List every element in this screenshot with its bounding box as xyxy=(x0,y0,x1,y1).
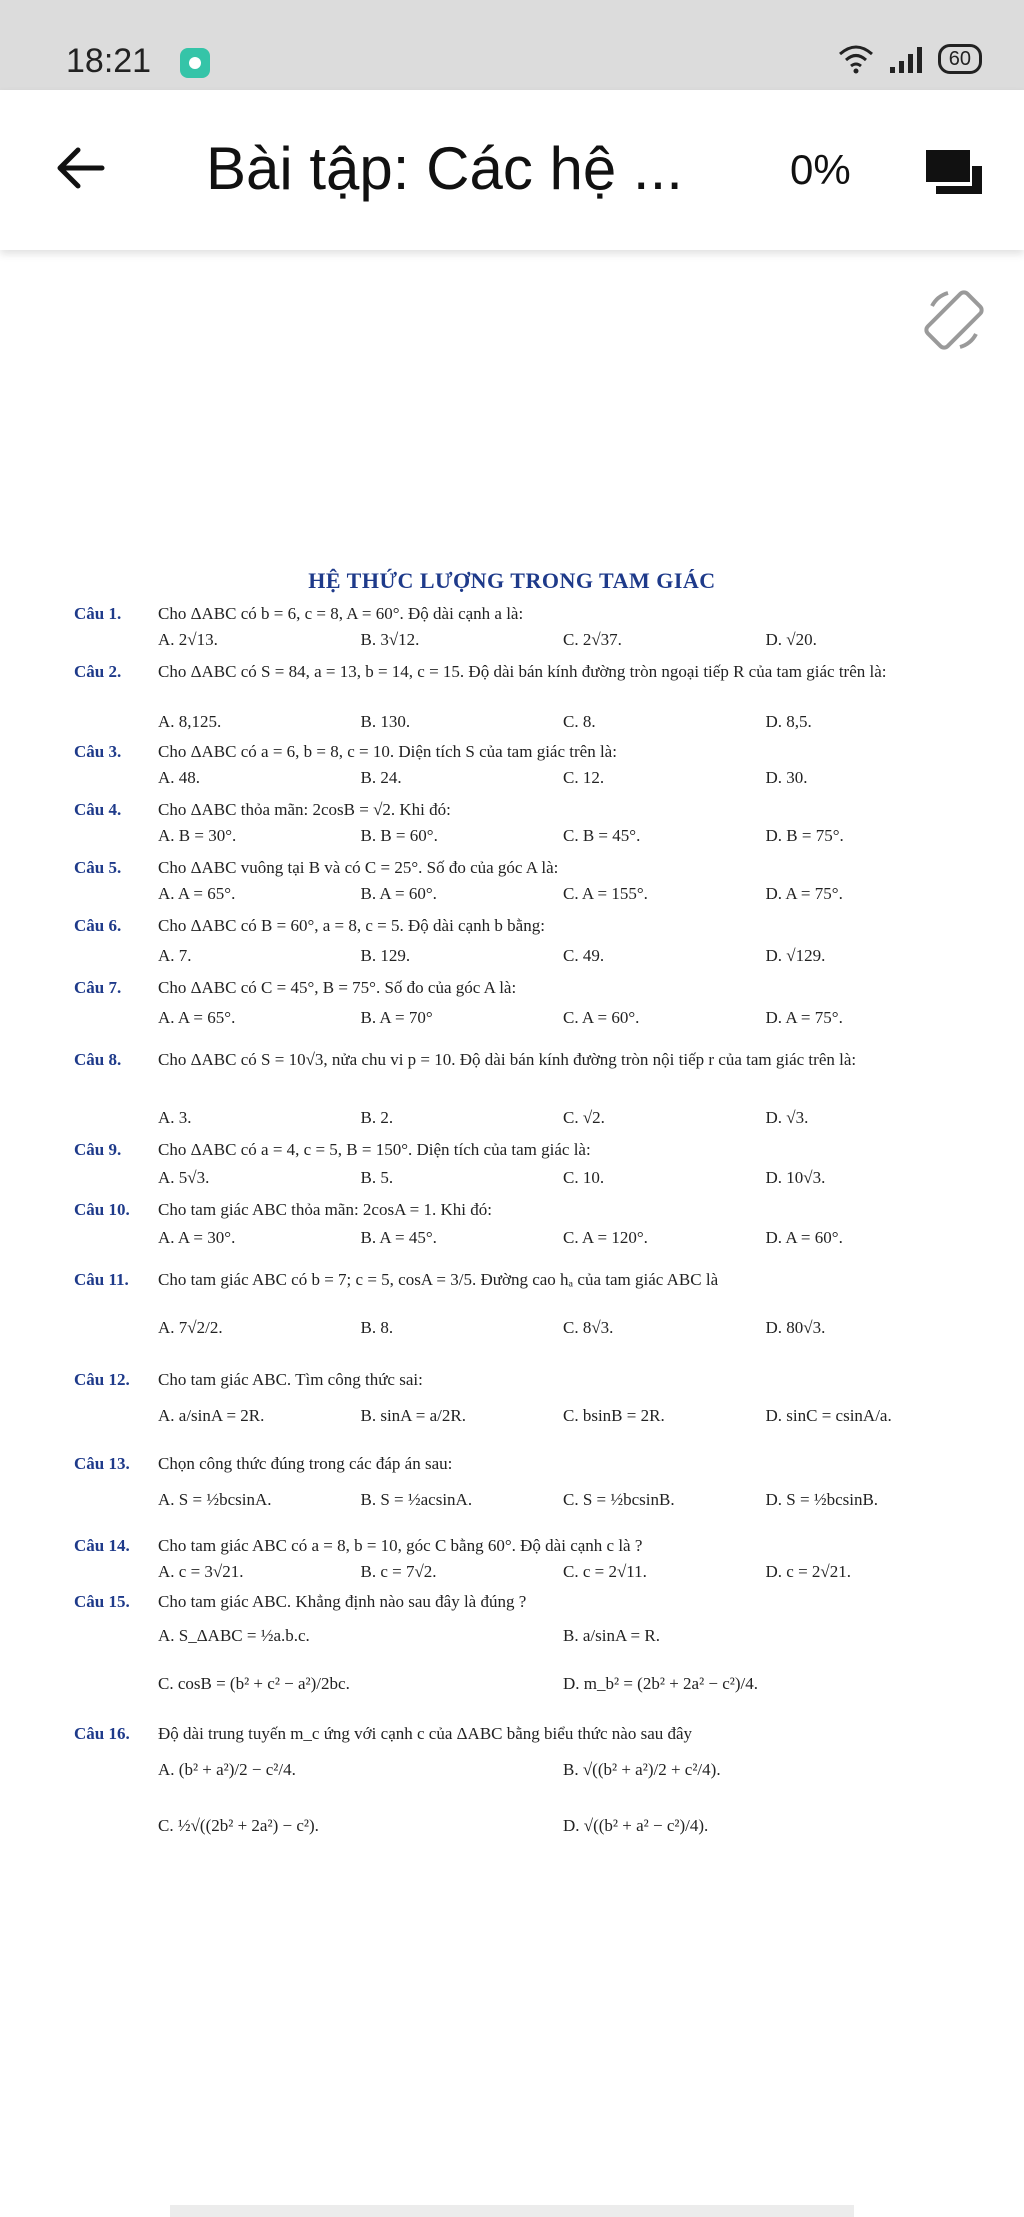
answer-option[interactable]: C. √2. xyxy=(563,1108,605,1127)
answer-option[interactable]: C. B = 45°. xyxy=(563,826,641,845)
question-text: Cho tam giác ABC. Khẳng định nào sau đây là đúng ? xyxy=(158,1592,527,1611)
answer-option[interactable]: D. S = ½bcsinB. xyxy=(765,1490,879,1509)
answer-option[interactable]: D. 10√3. xyxy=(765,1168,826,1187)
signal-icon xyxy=(888,45,924,73)
answer-options xyxy=(158,628,968,654)
answer-option[interactable]: A. A = 65°. xyxy=(158,884,236,903)
question-text: Cho ΔABC có B = 60°, a = 8, c = 5. Độ dài cạnh b bằng: xyxy=(158,916,545,935)
answer-option[interactable]: D. c = 2√21. xyxy=(765,1562,851,1581)
question-text: Cho tam giác ABC. Tìm công thức sai: xyxy=(158,1370,423,1389)
answer-option[interactable]: C. 2√37. xyxy=(563,630,622,649)
answer-option[interactable]: A. A = 65°. xyxy=(158,1008,236,1027)
question-number: Câu 4. xyxy=(74,800,122,819)
answer-option[interactable]: A. 2√13. xyxy=(158,630,218,649)
answer-options xyxy=(158,1560,968,1586)
answer-option[interactable]: B. B = 60°. xyxy=(360,826,438,845)
battery-indicator: 60 xyxy=(938,44,982,74)
question-text: Cho ΔABC có C = 45°, B = 75°. Số đo của góc A là: xyxy=(158,978,517,997)
answer-option[interactable]: A. (b² + a²)/2 − c²/4. xyxy=(158,1760,296,1779)
answer-option[interactable]: A. 7√2/2. xyxy=(158,1318,223,1337)
question-text: Độ dài trung tuyến m_c ứng với cạnh c của ΔABC bằng biểu thức nào sau đây xyxy=(158,1724,693,1743)
question-number: Câu 1. xyxy=(74,604,122,623)
status-time: 18:21 xyxy=(66,42,152,80)
answer-option[interactable]: B. c = 7√2. xyxy=(360,1562,437,1581)
answer-options xyxy=(158,710,968,736)
question-number: Câu 8. xyxy=(74,1050,122,1069)
answer-option[interactable]: B. √((b² + a²)/2 + c²/4). xyxy=(563,1760,721,1779)
answer-options xyxy=(158,1106,968,1132)
question-text: Cho tam giác ABC thỏa mãn: 2cosA = 1. Khi đó: xyxy=(158,1200,492,1219)
question-number: Câu 14. xyxy=(74,1536,130,1555)
answer-option[interactable]: B. 129. xyxy=(360,946,411,965)
question-text: Cho tam giác ABC có a = 8, b = 10, góc C bằng 60°. Độ dài cạnh c là ? xyxy=(158,1536,643,1555)
question-number: Câu 3. xyxy=(74,742,122,761)
question-text: Cho ΔABC có S = 84, a = 13, b = 14, c = 15. Độ dài bán kính đường tròn ngoại tiếp R của tam giác trên là: xyxy=(158,662,887,681)
rotate-screen-icon[interactable] xyxy=(918,284,990,356)
answer-option[interactable]: A. 5√3. xyxy=(158,1168,210,1187)
answer-option[interactable]: A. 3. xyxy=(158,1108,192,1127)
answer-option[interactable]: C. S = ½bcsinB. xyxy=(563,1490,675,1509)
answer-option[interactable]: B. 5. xyxy=(360,1168,394,1187)
answer-option[interactable]: B. S = ½acsinA. xyxy=(360,1490,473,1509)
answer-options xyxy=(158,1316,968,1342)
question-text: Chọn công thức đúng trong các đáp án sau: xyxy=(158,1454,453,1473)
answer-option[interactable]: D. A = 60°. xyxy=(765,1228,843,1247)
answer-options xyxy=(158,1404,968,1430)
answer-option[interactable]: C. ½√((2b² + 2a²) − c²). xyxy=(158,1816,319,1835)
question-number: Câu 13. xyxy=(74,1454,130,1473)
question-number: Câu 5. xyxy=(74,858,122,877)
answer-option[interactable]: B. 130. xyxy=(360,712,411,731)
answer-option[interactable]: C. A = 155°. xyxy=(563,884,648,903)
answer-options xyxy=(158,1488,968,1514)
answer-options xyxy=(158,1166,968,1192)
answer-option[interactable]: B. sinA = a/2R. xyxy=(360,1406,466,1425)
answer-option[interactable]: C. 8. xyxy=(563,712,596,731)
answer-options xyxy=(158,1758,968,1840)
answer-options xyxy=(158,1226,968,1252)
answer-option[interactable]: D. √20. xyxy=(765,630,817,649)
question-text: Cho ΔABC có a = 4, c = 5, B = 150°. Diện tích của tam giác là: xyxy=(158,1140,591,1159)
answer-option[interactable]: D. B = 75°. xyxy=(765,826,844,845)
answer-option[interactable]: C. bsinB = 2R. xyxy=(563,1406,665,1425)
question-number: Câu 7. xyxy=(74,978,122,997)
app-header xyxy=(0,90,1024,250)
question-text: Cho ΔABC vuông tại B và có C = 25°. Số đo của góc A là: xyxy=(158,858,559,877)
question-number: Câu 6. xyxy=(74,916,122,935)
answer-option[interactable]: B. 3√12. xyxy=(360,630,420,649)
answer-options xyxy=(158,882,968,908)
question-number: Câu 16. xyxy=(74,1724,130,1743)
page-scroll-indicator xyxy=(170,2205,854,2217)
question-number: Câu 2. xyxy=(74,662,122,681)
answer-option[interactable]: C. A = 60°. xyxy=(563,1008,640,1027)
answer-option[interactable]: A. B = 30°. xyxy=(158,826,237,845)
question-number: Câu 10. xyxy=(74,1200,130,1219)
answer-options xyxy=(158,1624,968,1698)
question-text: Cho ΔABC thỏa mãn: 2cosB = √2. Khi đó: xyxy=(158,800,451,819)
answer-option[interactable]: D. 8,5. xyxy=(765,712,812,731)
answer-option[interactable]: D. m_b² = (2b² + 2a² − c²)/4. xyxy=(563,1674,759,1693)
answer-options xyxy=(158,824,968,850)
answer-option[interactable]: C. cosB = (b² + c² − a²)/2bc. xyxy=(158,1674,350,1693)
answer-option[interactable]: D. A = 75°. xyxy=(765,884,843,903)
answer-option[interactable]: A. 48. xyxy=(158,768,201,787)
answer-option[interactable]: D. √((b² + a² − c²)/4). xyxy=(563,1816,709,1835)
answer-options xyxy=(158,1006,968,1032)
answer-option[interactable]: D. 30. xyxy=(765,768,808,787)
answer-option[interactable]: A. c = 3√21. xyxy=(158,1562,244,1581)
status-icons xyxy=(838,44,982,74)
document-title: HỆ THỨC LƯỢNG TRONG TAM GIÁC xyxy=(308,568,716,593)
question-number: Câu 11. xyxy=(74,1270,129,1289)
answer-option[interactable]: C. A = 120°. xyxy=(563,1228,648,1247)
app-notification-icon xyxy=(180,48,210,78)
answer-option[interactable]: C. 49. xyxy=(563,946,605,965)
answer-option[interactable]: C. 10. xyxy=(563,1168,605,1187)
answer-option[interactable]: B. 24. xyxy=(360,768,402,787)
answer-option[interactable]: C. 8√3. xyxy=(563,1318,614,1337)
question-number: Câu 9. xyxy=(74,1140,122,1159)
question-text: Cho ΔABC có b = 6, c = 8, A = 60°. Độ dài cạnh a là: xyxy=(158,604,524,623)
answer-option[interactable]: D. A = 75°. xyxy=(765,1008,843,1027)
status-bar xyxy=(0,0,1024,90)
answer-option[interactable]: B. A = 45°. xyxy=(360,1228,437,1247)
progress-percent: 0% xyxy=(790,146,851,193)
answer-options xyxy=(158,944,968,970)
answer-option[interactable]: A. S_ΔABC = ½a.b.c. xyxy=(158,1626,310,1645)
answer-option[interactable]: B. A = 70° xyxy=(360,1008,433,1027)
answer-option[interactable]: D. sinC = csinA/a. xyxy=(765,1406,892,1425)
question-text: Cho ΔABC có S = 10√3, nửa chu vi p = 10. Độ dài bán kính đường tròn nội tiếp r của tam giác trên là: xyxy=(158,1050,857,1069)
answer-option[interactable]: A. 7. xyxy=(158,946,192,965)
answer-option[interactable]: C. c = 2√11. xyxy=(563,1562,647,1581)
answer-option[interactable]: D. √3. xyxy=(765,1108,809,1127)
answer-option[interactable]: B. 2. xyxy=(360,1108,394,1127)
answer-option[interactable]: D. √129. xyxy=(765,946,826,965)
question-text: Cho ΔABC có a = 6, b = 8, c = 10. Diện tích S của tam giác trên là: xyxy=(158,742,617,761)
question-number: Câu 15. xyxy=(74,1592,130,1611)
wifi-icon xyxy=(838,44,874,74)
answer-option[interactable]: B. 8. xyxy=(360,1318,394,1337)
question-number: Câu 12. xyxy=(74,1370,130,1389)
answer-option[interactable]: B. a/sinA = R. xyxy=(563,1626,660,1645)
answer-option[interactable]: C. 12. xyxy=(563,768,605,787)
answer-option[interactable]: A. S = ½bcsinA. xyxy=(158,1490,272,1509)
answer-option[interactable]: A. A = 30°. xyxy=(158,1228,236,1247)
notes-icon[interactable] xyxy=(924,146,984,202)
arrow-left-icon[interactable] xyxy=(50,138,110,198)
answer-option[interactable]: D. 80√3. xyxy=(765,1318,826,1337)
answer-options xyxy=(158,766,968,792)
answer-option[interactable]: B. A = 60°. xyxy=(360,884,437,903)
answer-option[interactable]: A. 8,125. xyxy=(158,712,222,731)
answer-option[interactable]: A. a/sinA = 2R. xyxy=(158,1406,265,1425)
page-title: Bài tập: Các hệ ... xyxy=(206,135,683,202)
question-text: Cho tam giác ABC có b = 7; c = 5, cosA = 3/5. Đường cao hₐ của tam giác ABC là xyxy=(158,1270,719,1289)
